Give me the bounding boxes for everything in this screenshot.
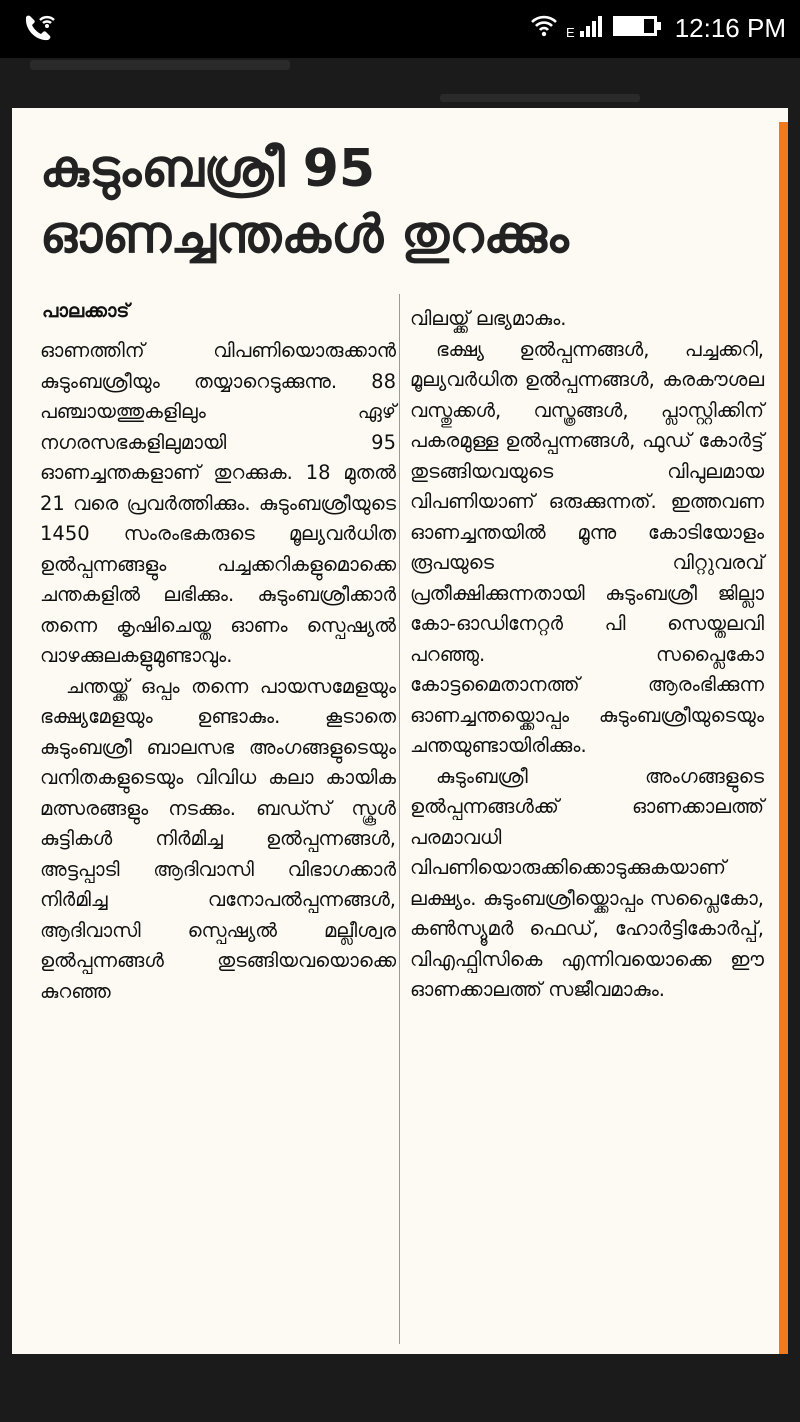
signal-icon <box>579 14 605 42</box>
article-column-right <box>410 304 764 1006</box>
article-paragraph: ചന്തയ്ക്ക് ഒപ്പം തന്നെ പായസമേളയും ഭക്ഷ്യമേളയും ഉണ്ടാകും. കൂടാതെ കുടുംബശ്രീ ബാലസഭ അംഗങ്ങളുടെയും വനിതകളുടെയും വിവിധ കലാ കായിക മത്സരങ്ങളും നടക്കും. ബഡ്സ് സ്കൂൾ കുട്ടികൾ നിർമിച്ച ഉൽപ്പന്നങ്ങൾ, അട്ടപ്പാടി ആദിവാസി വിഭാഗക്കാർ നിർമിച്ച വനോപൽപ്പന്നങ്ങൾ, ആദിവാസി സ്പെഷ്യൽ മല്ലീശ്വര ഉൽപ്പന്നങ്ങൾ തുടങ്ങിയവയൊക്കെ കുറഞ്ഞ <box>40 674 396 1003</box>
article-headline <box>40 136 760 268</box>
phone-wifi-icon <box>22 12 58 44</box>
status-icons <box>530 10 786 46</box>
network-type-label: E <box>566 24 575 40</box>
article-paragraph: ഓണത്തിന് വിപണിയൊരുക്കാൻ കുടുംബശ്രീയും തയ്യാറെടുക്കുന്നു. 88 പഞ്ചായത്തുകളിലും ഏഴ് നഗരസഭകളിലുമായി 95 ഓണച്ചന്തകളാണ് തുറക്കുക. 18 മുതൽ 21 വരെ പ്രവർത്തിക്കും. കുടുംബശ്രീയുടെ 1450 സംരംഭകരുടെ മൂല്യവർധിത ഉൽപ്പന്നങ്ങളും പച്ചക്കറികളുമൊക്കെ ചന്തകളിൽ ലഭിക്കും. കുടുംബശ്രീക്കാർ തന്നെ കൃഷിചെയ്ത ഓണം സ്പെഷ്യൽ വാഴക്കുലകളുമുണ്ടാവും. <box>40 339 396 667</box>
article-paragraph: വിലയ്ക്ക് ലഭ്യമാകും. <box>410 307 567 330</box>
blurred-background-text <box>440 94 640 102</box>
clipping-edge-stripe <box>779 122 788 1354</box>
battery-icon <box>613 15 663 41</box>
article-paragraph: കുടുംബശ്രീ അംഗങ്ങളുടെ ഉൽപ്പന്നങ്ങൾക്ക് ഓണക്കാലത്ത് പരമാവധി വിപണിയൊരുക്കിക്കൊടുക്കുകയാണ് ലക്ഷ്യം. കുടുംബശ്രീയ്ക്കൊപ്പം സപ്ലൈകോ, കൺസ്യൂമർ ഫെഡ്, ഹോർട്ടികോർപ്പ്, വിഎഫ്പിസികെ എന്നിവയൊക്കെ ഈ ഓണക്കാലത്ത് സജീവമാകും. <box>410 764 764 1001</box>
article-dateline: പാലക്കാട് <box>42 300 130 322</box>
article-paragraph: ഭക്ഷ്യ ഉൽപ്പന്നങ്ങൾ, പച്ചക്കറി, മൂല്യവർധിത ഉൽപ്പന്നങ്ങൾ, കരകൗശല വസ്തുക്കൾ, വസ്ത്രങ്ങൾ, പ്ലാസ്റ്റിക്കിന് പകരമുള്ള ഉൽപ്പന്നങ്ങൾ, ഫുഡ് കോർട്ട് തുടങ്ങിയവയുടെ വിപുലമായ വിപണിയാണ് ഒരുക്കുന്നത്. ഇത്തവണ ഓണച്ചന്തയിൽ മൂന്നു കോടിയോളം രൂപയുടെ വിറ്റുവരവ് പ്രതീക്ഷിക്കുന്നതായി കുടുംബശ്രീ ജില്ലാ കോ-ഓഡിനേറ്റർ പി സെയ്തലവി പറഞ്ഞു. സപ്ലൈകോ കോട്ടമൈതാനത്ത് ആരംഭിക്കുന്ന ഓണച്ചന്തയ്ക്കൊപ്പം കുടുംബശ്രീയുടെയും ചന്തയുണ്ടായിരിക്കും. <box>410 337 764 757</box>
clock-time: 12:16 PM <box>674 12 786 43</box>
blurred-background-text <box>30 60 290 70</box>
wifi-icon <box>530 14 558 42</box>
headline-line-2: ഓണച്ചന്തകൾ തുറക്കും <box>40 205 569 265</box>
headline-line-1: കുടുംബശ്രീ 95 <box>40 139 376 199</box>
newspaper-clipping-image[interactable] <box>12 108 788 1354</box>
column-divider <box>399 294 400 1344</box>
status-bar <box>0 0 800 58</box>
article-column-left <box>40 336 396 1007</box>
